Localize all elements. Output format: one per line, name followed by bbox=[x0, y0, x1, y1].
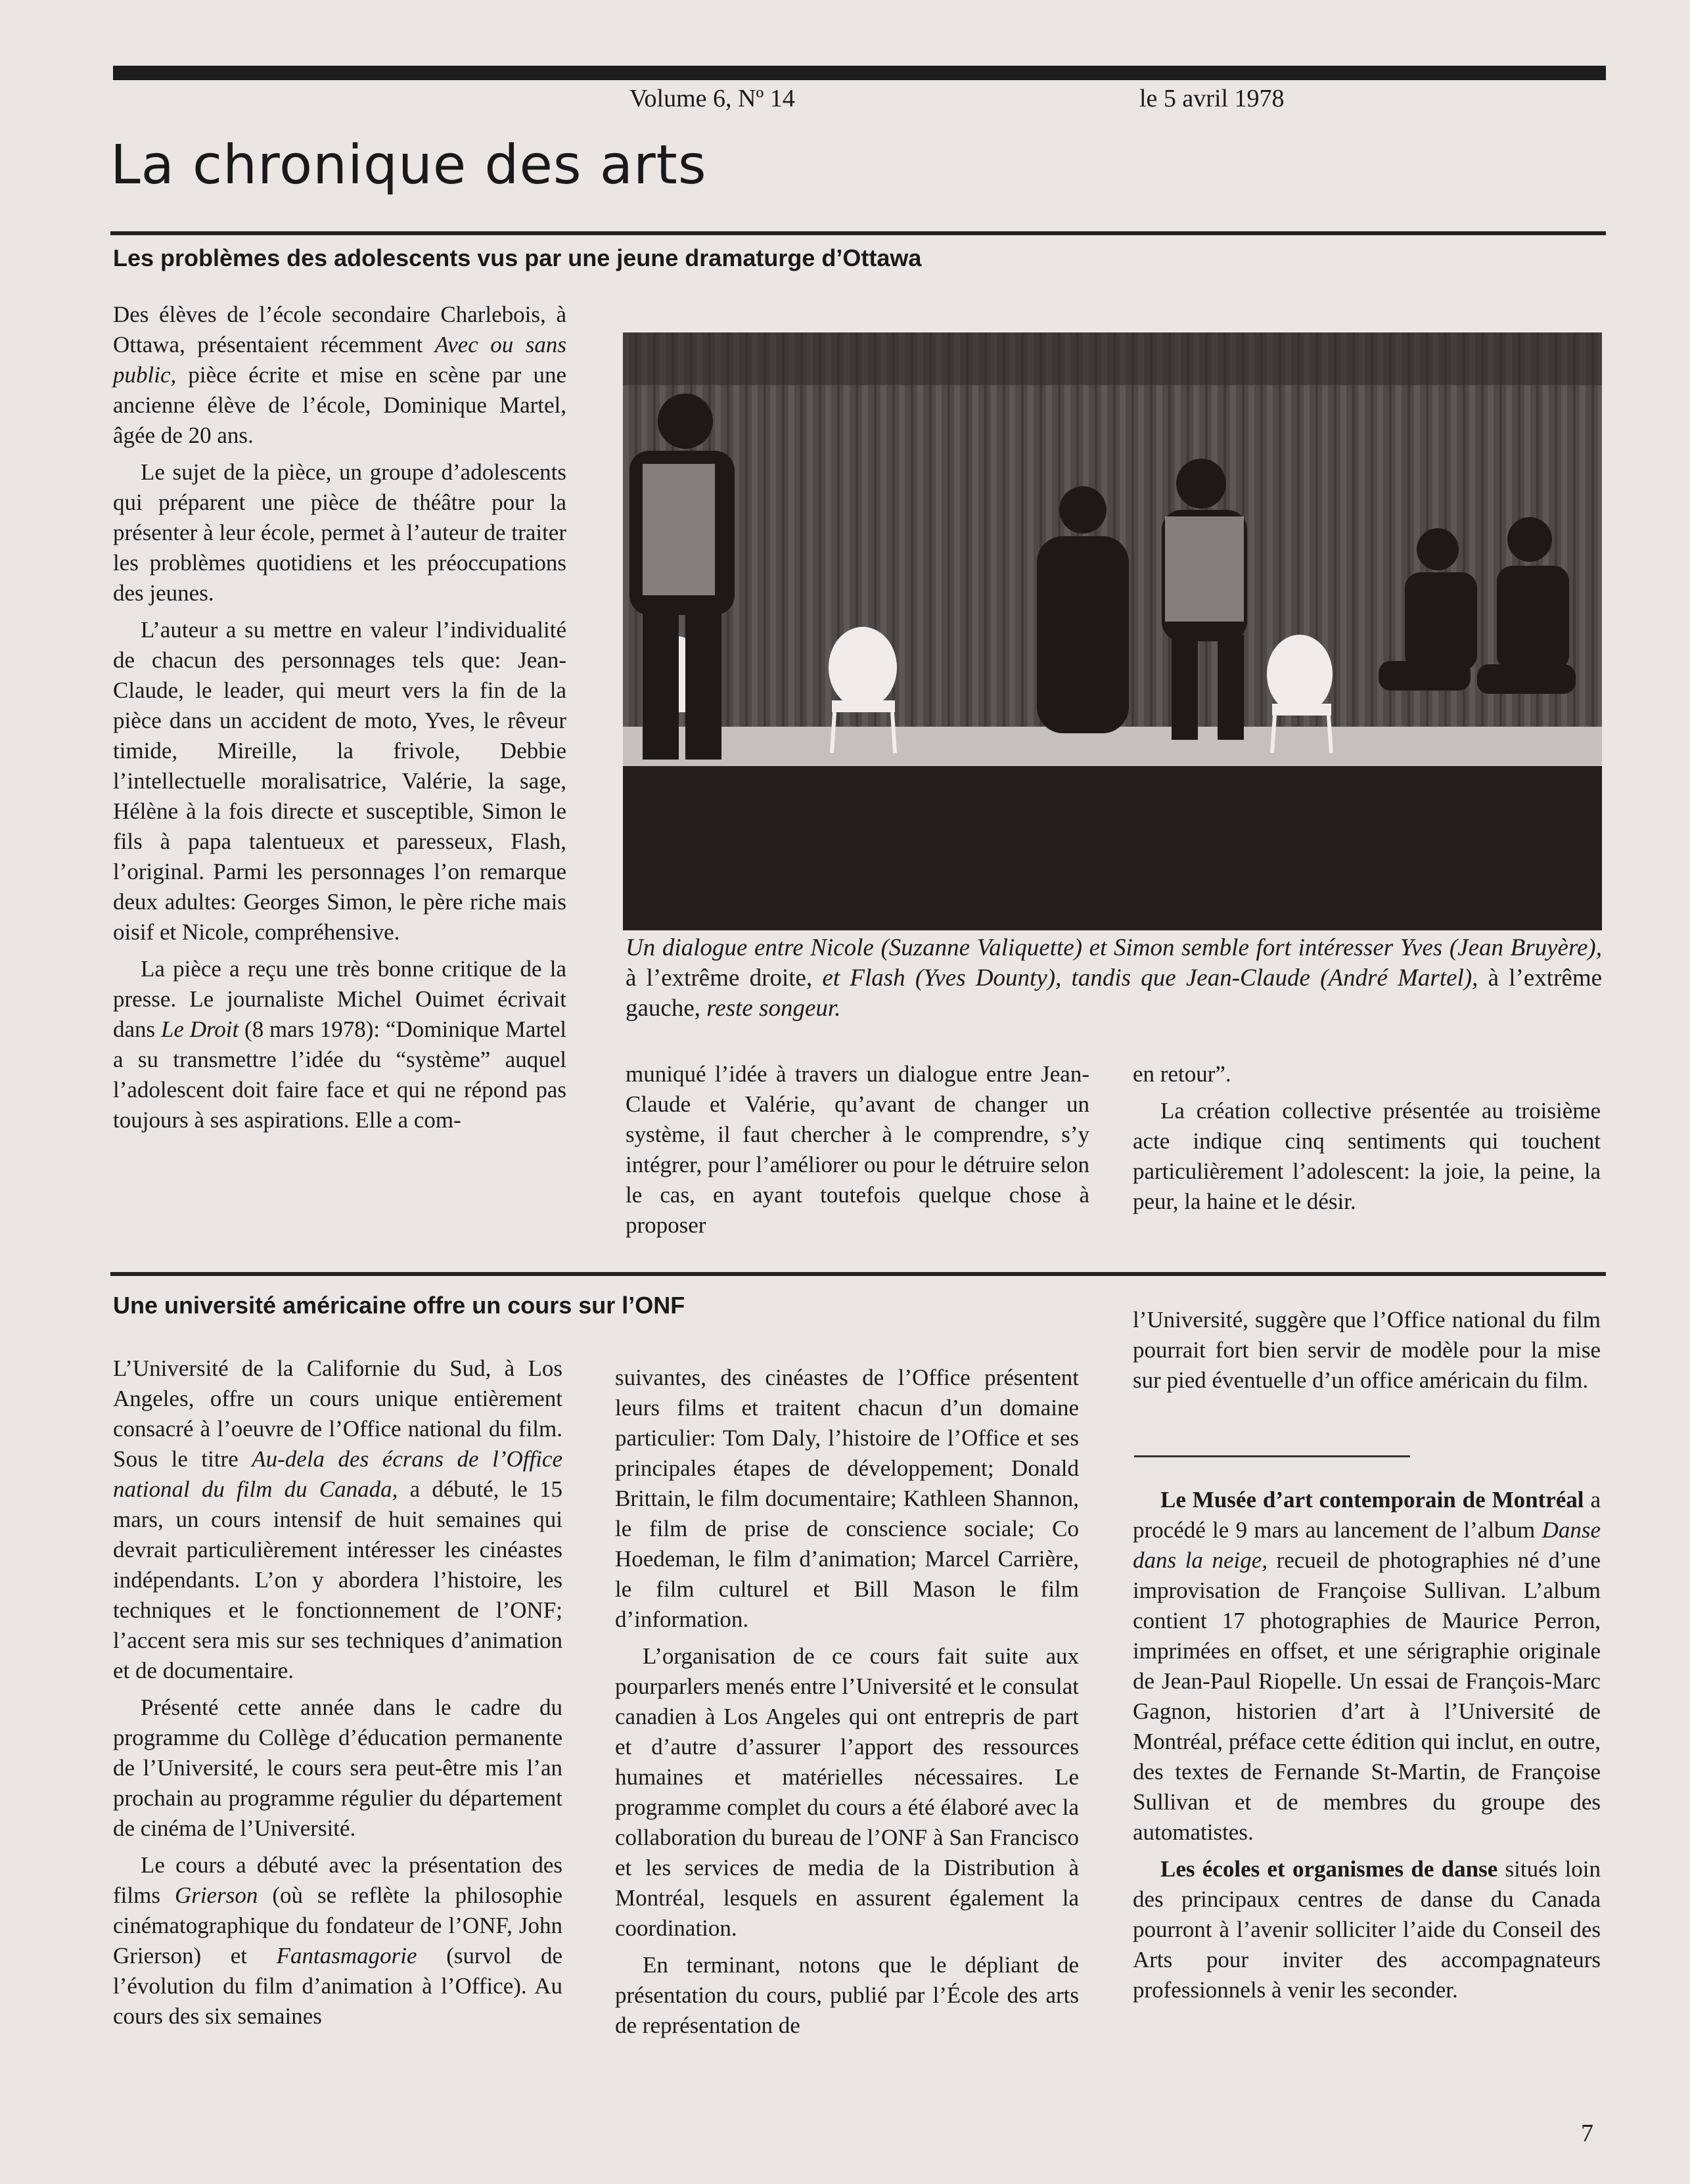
brief-separator bbox=[1134, 1455, 1410, 1457]
article1-column-1: Des élèves de l’école secondaire Charlebois, à Ottawa, présentaient récemment Avec ou sans public, pièce écrite et mise en scène par une ancienne élève de l’école, Dominique Martel, âgée de 20 ans. Le sujet de la pièce, un groupe d’adolescents qui préparent une pièce de théâtre pour la présenter à leur école, permet à l’auteur de traiter les problèmes quotidiens et les préoccupations des jeunes. L’auteur a su mettre en valeur l’individualité de chacun des personnages tels que: Jean-Claude, le leader, qui meurt vers la fin de la pièce dans un accident de moto, Yves, le rêveur timide, Mireille, la frivole, Debbie l’intellectuelle moralisatrice, Valérie, la sage, Hélène à la fois directe et susceptible, Simon le fils à papa talentueux et paresseux, Flash, l’original. Parmi les personnages l’on remarque deux adultes: Georges Simon, le père riche mais oisif et Nicole, compréhensive. La pièce a reçu une très bonne critique de la presse. Le journaliste Michel Ouimet écrivait dans Le Droit (8 mars 1978): “Dominique Martel a su transmettre l’idée du “système” auquel l’adolescent doit faire face et qui ne répond pas toujours à ses aspirations. Elle a com- bbox=[113, 302, 567, 1133]
stage-photograph bbox=[623, 332, 1602, 930]
section-rule-middle bbox=[110, 1272, 1606, 1276]
stage-photo-illustration bbox=[623, 332, 1602, 930]
article2-column-1: L’Université de la Californie du Sud, à Los Angeles, offre un cours unique entièrement consacré à l’oeuvre de l’Office national du film. Sous le titre Au-dela des écrans de l’Office national du film du Canada, a débuté, le 15 mars, un cours intensif de huit semaines qui devrait particulièrement intéresser les cinéastes indépendants. L’on y abordera l’histoire, les techniques et le fonctionnement de l’ONF; l’accent sera mis sur ses techniques d’animation et de documentaire. Présenté cette année dans le cadre du programme du Collège d’éducation permanente de l’Université, le cours sera peut-être mis l’an prochain au programme régulier du département de cinéma de l’Université. Le cours a débuté avec la présentation des films Grierson (où se reflète la philosophie cinématographique du fondateur de l’ONF, John Grierson) et Fantasmagorie (survol de l’évolution du film d’animation à l’Office). Au cours des six semaines bbox=[113, 1355, 563, 2029]
article2-column-3: l’Université, suggère que l’Office national du film pourrait fort bien servir de modèle pour la mise sur pied éventuelle d’un office américain du film. bbox=[1133, 1307, 1601, 1393]
top-rule bbox=[113, 66, 1606, 80]
photo-caption: Un dialogue entre Nicole (Suzanne Valiquette) et Simon semble fort intéresser Yves (Jean Bruyère), à l’extrême droite, et Flash (Yves Dounty), tandis que Jean-Claude (André Martel), à l’extrême gauche, reste songeur. bbox=[626, 934, 1603, 1022]
volume-number: Volume 6, Nº 14 bbox=[629, 85, 795, 112]
section-rule-top bbox=[110, 231, 1606, 235]
article1-column-3: en retour”. La création collective présentée au troisième acte indique cinq sentiments qui touchent particulièrement l’adolescent: la joie, la peine, la peur, la haine et le désir. bbox=[1133, 1061, 1601, 1214]
article1-headline: Les problèmes des adolescents vus par une jeune dramaturge d’Ottawa bbox=[113, 244, 922, 271]
article2-column-2: suivantes, des cinéastes de l’Office présentent leurs films et traitent chacun d’un domaine particulier: Tom Daly, l’histoire de l’Office et ses principales étapes de développement; Donald Brittain, le film documentaire; Kathleen Shannon, le film de prise de conscience sociale; Co Hoedeman, le film d’animation; Marcel Carrière, le film culturel et Bill Mason le film d’information. L’organisation de ce cours fait suite aux pourparlers menés entre l’Université et le consulat canadien à Los Angeles qui ont entrepris de part et d’autre d’assurer l’apport des ressources humaines et matérielles nécessaires. Le programme complet du cours a été élaboré avec la collaboration du bureau de l’ONF à San Francisco et les services de media de la Distribution à Montréal, lesquels en assurent également la coordination. En terminant, notons que le dépliant de présentation du cours, publié par l’École des arts de représentation de bbox=[615, 1365, 1079, 2038]
briefs-column: Le Musée d’art contemporain de Montréal a procédé le 9 mars au lancement de l’album Danse dans la neige, recueil de photographies né d’une improvisation de Françoise Sullivan. L’album contient 17 photographies de Maurice Perron, imprimées en offset, et une sérigraphie originale de Jean-Paul Riopelle. Un essai de François-Marc Gagnon, historien d’art à l’Université de Montréal, préface cette édition qui inclut, en outre, des textes de Fernande St-Martin, de Françoise Sullivan et de membres du groupe des automatistes. Les écoles et organismes de danse situés loin des principaux centres de danse du Canada pourront à l’avenir solliciter l’aide du Conseil des Arts pour inviter des accompagnateurs professionnels à venir les seconder. bbox=[1133, 1487, 1601, 2003]
page-number: 7 bbox=[1581, 2120, 1593, 2147]
article2-headline: Une université américaine offre un cours sur l’ONF bbox=[113, 1292, 685, 1319]
article1-column-2: muniqué l’idée à travers un dialogue entre Jean-Claude et Valérie, qu’avant de changer un système, il faut chercher à le comprendre, s’y intégrer, pour l’améliorer ou pour le détruire selon le cas, en ayant toutefois quelque chose à proposer bbox=[626, 1061, 1089, 1238]
masthead-title: La chronique des arts bbox=[110, 134, 707, 196]
issue-date: le 5 avril 1978 bbox=[1139, 85, 1285, 112]
